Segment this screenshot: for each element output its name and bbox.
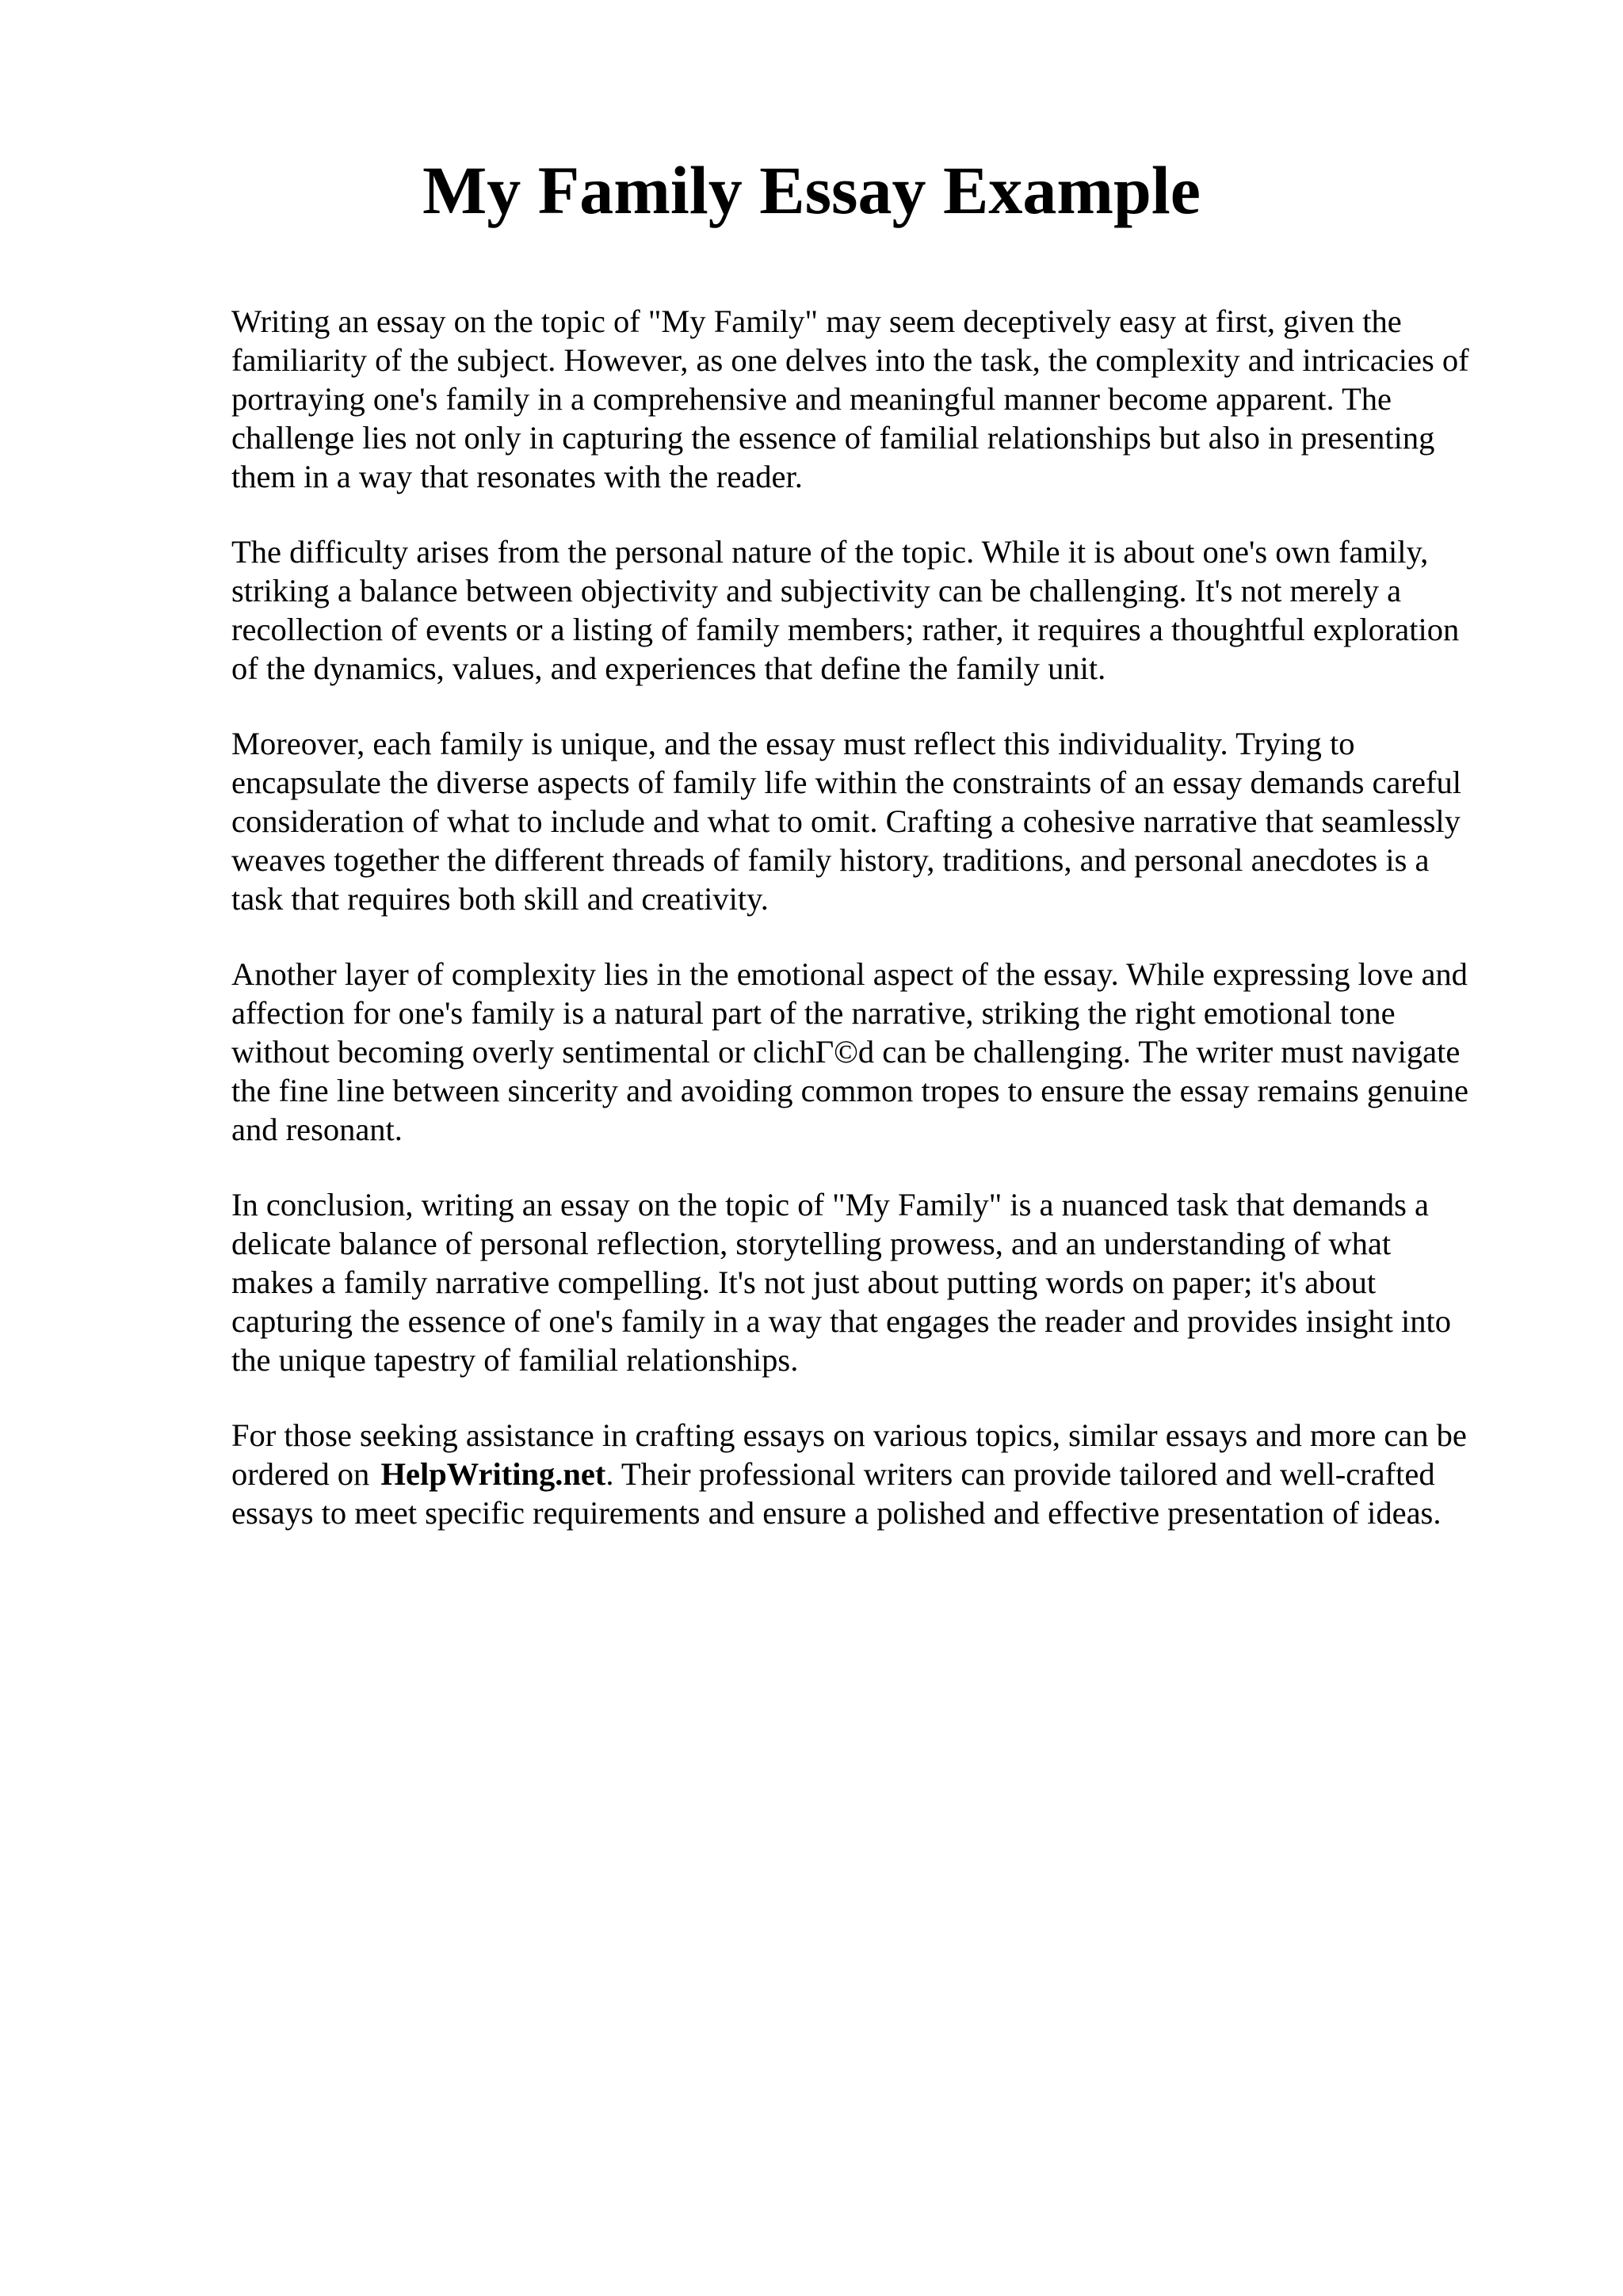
- text-line: recollection of events or a listing of family members; rather, it requires a thoughtful exploration: [231, 612, 1460, 647]
- paragraph-1: [231, 302, 1515, 496]
- text-line: striking a balance between objectivity and subjectivity can be challenging. It's not merely a: [231, 573, 1402, 608]
- closing-paragraph: [231, 1416, 1515, 1532]
- link-prefix-text: ordered on: [231, 1456, 370, 1492]
- text-line: them in a way that resonates with the reader.: [231, 459, 803, 494]
- text-line: of the dynamics, values, and experiences that define the family unit.: [231, 650, 1106, 686]
- text-line-with-link: [231, 1455, 1515, 1493]
- text-line: Another layer of complexity lies in the emotional aspect of the essay. While expressing love and: [231, 956, 1468, 992]
- helpwriting-link[interactable]: HelpWriting.net: [380, 1456, 606, 1492]
- text-line: the fine line between sincerity and avoiding common tropes to ensure the essay remains genuine: [231, 1073, 1469, 1108]
- text-line: makes a family narrative compelling. It's not just about putting words on paper; it's about: [231, 1264, 1377, 1300]
- text-line: without becoming overly sentimental or clichΓ©d can be challenging. The writer must navigate: [231, 1034, 1461, 1070]
- text-line: encapsulate the diverse aspects of family life within the constraints of an essay demands careful: [231, 765, 1461, 800]
- text-line: challenge lies not only in capturing the essence of familial relationships but also in presenting: [231, 420, 1435, 456]
- text-line: Moreover, each family is unique, and the essay must reflect this individuality. Trying to: [231, 726, 1355, 761]
- text-line: delicate balance of personal reflection, storytelling prowess, and an understanding of what: [231, 1226, 1392, 1261]
- text-line: portraying one's family in a comprehensive and meaningful manner become apparent. The: [231, 381, 1392, 417]
- text-line: In conclusion, writing an essay on the topic of "My Family" is a nuanced task that demands a: [231, 1187, 1429, 1222]
- paragraph-3: [231, 724, 1515, 918]
- text-line: familiarity of the subject. However, as one delves into the task, the complexity and intricacies of: [231, 342, 1469, 378]
- paragraph-5: [231, 1185, 1515, 1379]
- text-line: For those seeking assistance in crafting essays on various topics, similar essays and more can be: [231, 1417, 1467, 1453]
- essay-body: [231, 302, 1515, 1569]
- text-line: task that requires both skill and creativity.: [231, 881, 769, 917]
- text-line: affection for one's family is a natural part of the narrative, striking the right emotional tone: [231, 995, 1396, 1031]
- text-line: essays to meet specific requirements and ensure a polished and effective presentation of ideas.: [231, 1495, 1442, 1531]
- text-line: Writing an essay on the topic of "My Family" may seem deceptively easy at first, given the: [231, 303, 1402, 339]
- text-line: consideration of what to include and what to omit. Crafting a cohesive narrative that seamlessly: [231, 803, 1461, 839]
- text-line: capturing the essence of one's family in a way that engages the reader and provides insight into: [231, 1303, 1452, 1339]
- page-title: My Family Essay Example: [422, 152, 1201, 228]
- text-line: The difficulty arises from the personal nature of the topic. While it is about one's own family,: [231, 534, 1429, 570]
- paragraph-4: [231, 955, 1515, 1149]
- text-line: and resonant.: [231, 1112, 403, 1147]
- paragraph-2: [231, 532, 1515, 688]
- link-suffix-text: . Their professional writers can provide tailored and well-crafted: [605, 1456, 1435, 1492]
- text-line: weaves together the different threads of family history, traditions, and personal anecdotes is a: [231, 842, 1430, 878]
- text-line: the unique tapestry of familial relationships.: [231, 1342, 799, 1378]
